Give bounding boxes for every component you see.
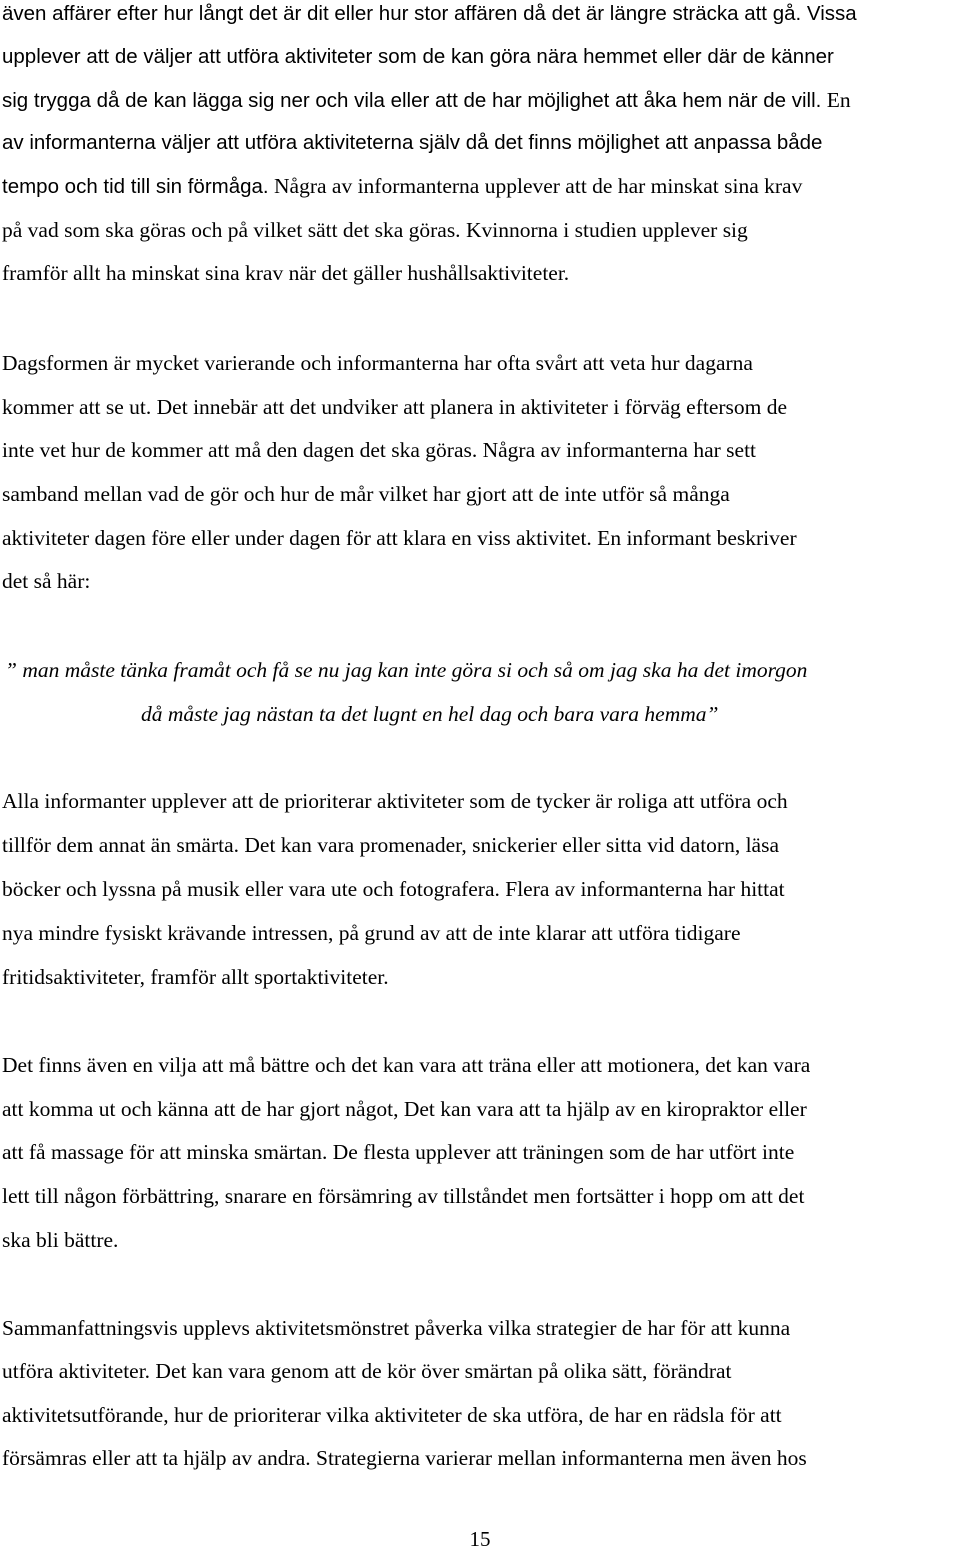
paragraph-line: Det finns även en vilja att må bättre och det kan vara att träna eller att motionera, det kan vara	[2, 1053, 811, 1077]
paragraph-line-part: sig trygga då de kan lägga sig ner och vila eller att de har möjlighet att åka hem när de vill.	[2, 89, 822, 112]
paragraph-line: Sammanfattningsvis upplevs aktivitetsmönstret påverka vilka strategier de har för att kunna	[2, 1316, 791, 1340]
paragraph-line	[2, 90, 851, 112]
page-number: 15	[469, 1527, 491, 1551]
paragraph-line: att få massage för att minska smärtan. De flesta upplever att träningen som de har utfört inte	[2, 1140, 795, 1164]
quote-line: ” man måste tänka framåt och få se nu jag kan inte göra si och så om jag ska ha det imorgon	[5, 658, 808, 682]
paragraph-line	[2, 176, 802, 198]
paragraph-line: upplever att de väljer att utföra aktiviteter som de kan göra nära hemmet eller där de känner	[2, 45, 834, 68]
paragraph-line-part: tempo och tid till sin förmåga.	[2, 175, 269, 198]
paragraph-line: även affärer efter hur långt det är dit eller hur stor affären då det är längre sträcka att gå. Vissa	[2, 2, 857, 25]
paragraph-line: kommer att se ut. Det innebär att det undviker att planera in aktiviteter i förväg eftersom de	[2, 395, 788, 419]
paragraph-line: tillför dem annat än smärta. Det kan vara promenader, snickerier eller sitta vid datorn, läsa	[2, 833, 780, 857]
paragraph-line: aktivitetsutförande, hur de prioriterar vilka aktiviteter de ska utföra, de har en rädsla för att	[2, 1403, 782, 1427]
paragraph-line: nya mindre fysiskt krävande intressen, på grund av att de inte klarar att utföra tidigare	[2, 921, 741, 945]
paragraph-line-part: på vad som ska göras och på vilket sätt det ska göras.	[2, 218, 461, 242]
paragraph-line: försämras eller att ta hjälp av andra. Strategierna varierar mellan informanterna men även hos	[2, 1446, 807, 1470]
paragraph-line: utföra aktiviteter. Det kan vara genom att de kör över smärtan på olika sätt, förändrat	[2, 1359, 732, 1383]
paragraph-line: att komma ut och känna att de har gjort något, Det kan vara att ta hjälp av en kiropraktor eller	[2, 1097, 807, 1121]
paragraph-line: aktiviteter dagen före eller under dagen för att klara en viss aktivitet. En informant beskriver	[2, 526, 797, 550]
paragraph-line: Alla informanter upplever att de prioriterar aktiviteter som de tycker är roliga att utföra och	[2, 789, 788, 813]
paragraph-line-part: En	[826, 88, 851, 112]
paragraph-line: ska bli bättre.	[2, 1228, 119, 1252]
paragraph-line	[2, 220, 748, 242]
paragraph-line-part: Kvinnorna i studien upplever sig	[465, 218, 748, 242]
paragraph-line: Dagsformen är mycket varierande och informanterna har ofta svårt att veta hur dagarna	[2, 351, 753, 375]
paragraph-line-part: Några av informanterna upplever att de har minskat sina krav	[274, 174, 803, 198]
paragraph-line: fritidsaktiviteter, framför allt sportaktiviteter.	[2, 965, 389, 989]
paragraph-line: det så här:	[2, 569, 91, 593]
paragraph-line: samband mellan vad de gör och hur de mår vilket har gjort att de inte utför så många	[2, 482, 730, 506]
paragraph-line: böcker och lyssna på musik eller vara ute och fotografera. Flera av informanterna har hittat	[2, 877, 785, 901]
paragraph-line: lett till någon förbättring, snarare en försämring av tillståndet men fortsätter i hopp om att det	[2, 1184, 805, 1208]
paragraph-line: av informanterna väljer att utföra aktiviteterna själv då det finns möjlighet att anpassa både	[2, 131, 823, 154]
paragraph-line: inte vet hur de kommer att må den dagen det ska göras. Några av informanterna har sett	[2, 438, 757, 462]
quote-line: då måste jag nästan ta det lugnt en hel dag och bara vara hemma”	[141, 702, 719, 726]
paragraph-line: framför allt ha minskat sina krav när det gäller hushållsaktiviteter.	[2, 261, 570, 285]
